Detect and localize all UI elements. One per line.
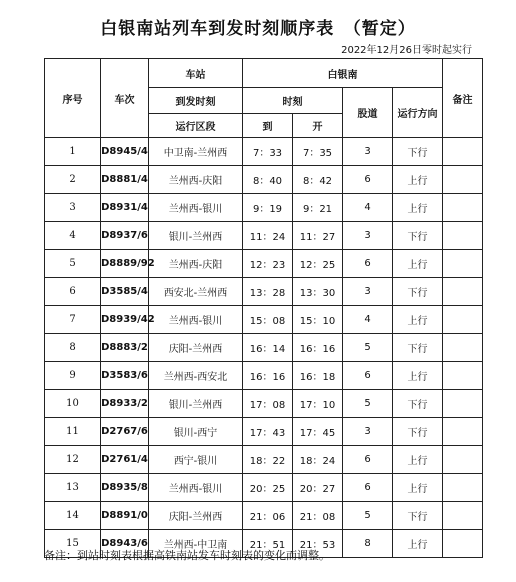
- direction-cell: 下行: [393, 222, 443, 250]
- remark-cell: [443, 474, 483, 502]
- depart-cell: 16：16: [293, 334, 343, 362]
- track-cell: 4: [343, 306, 393, 334]
- train-cell: D8945/4: [101, 138, 149, 166]
- train-cell: D8933/2: [101, 390, 149, 418]
- section-cell: 西宁-银川: [149, 446, 243, 474]
- depart-cell: 16：18: [293, 362, 343, 390]
- header-section: 运行区段: [149, 114, 243, 138]
- depart-cell: 13：30: [293, 278, 343, 306]
- remark-cell: [443, 306, 483, 334]
- table-row: [45, 166, 483, 194]
- train-cell: D2767/6: [101, 418, 149, 446]
- track-cell: 6: [343, 166, 393, 194]
- remark-cell: [443, 362, 483, 390]
- arrive-cell: 15：08: [243, 306, 293, 334]
- table-row: [45, 502, 483, 530]
- remark-cell: [443, 138, 483, 166]
- direction-cell: 上行: [393, 166, 443, 194]
- track-cell: 6: [343, 250, 393, 278]
- table-row: [45, 250, 483, 278]
- train-cell: D8937/6: [101, 222, 149, 250]
- section-cell: 庆阳-兰州西: [149, 502, 243, 530]
- table-row: [45, 306, 483, 334]
- arrive-cell: 16：16: [243, 362, 293, 390]
- track-cell: 3: [343, 222, 393, 250]
- arrive-cell: 17：43: [243, 418, 293, 446]
- arrive-cell: 21：06: [243, 502, 293, 530]
- effective-date: 2022年12月26日零时起实行: [341, 45, 472, 56]
- train-cell: D8943/6: [101, 530, 149, 558]
- header-seq: 序号: [45, 59, 101, 138]
- seq-cell: 12: [45, 446, 101, 474]
- table-row: [45, 446, 483, 474]
- remark-cell: [443, 530, 483, 558]
- direction-cell: 上行: [393, 306, 443, 334]
- header-track: 股道: [343, 88, 393, 138]
- depart-cell: 20：27: [293, 474, 343, 502]
- track-cell: 3: [343, 278, 393, 306]
- direction-cell: 上行: [393, 250, 443, 278]
- direction-cell: 下行: [393, 278, 443, 306]
- seq-cell: 8: [45, 334, 101, 362]
- direction-cell: 下行: [393, 334, 443, 362]
- remark-cell: [443, 222, 483, 250]
- header-station-label: 车站: [149, 59, 243, 88]
- header-station-name: 白银南: [243, 59, 443, 88]
- remark-cell: [443, 334, 483, 362]
- track-cell: 5: [343, 390, 393, 418]
- section-cell: 兰州西-西安北: [149, 362, 243, 390]
- section-cell: 兰州西-银川: [149, 474, 243, 502]
- depart-cell: 17：45: [293, 418, 343, 446]
- header-depart: 开: [293, 114, 343, 138]
- train-cell: D8889/92: [101, 250, 149, 278]
- seq-cell: 7: [45, 306, 101, 334]
- depart-cell: 15：10: [293, 306, 343, 334]
- depart-cell: 12：25: [293, 250, 343, 278]
- table-row: [45, 474, 483, 502]
- header-row-1: [45, 59, 483, 88]
- direction-cell: 上行: [393, 194, 443, 222]
- track-cell: 6: [343, 446, 393, 474]
- direction-cell: 上行: [393, 474, 443, 502]
- train-cell: D8935/8: [101, 474, 149, 502]
- header-arr-dep: 到发时刻: [149, 88, 243, 114]
- table-row: [45, 138, 483, 166]
- header-train: 车次: [101, 59, 149, 138]
- table-row: [45, 390, 483, 418]
- train-cell: D8931/4: [101, 194, 149, 222]
- track-cell: 5: [343, 502, 393, 530]
- remark-cell: [443, 278, 483, 306]
- train-cell: D8883/2: [101, 334, 149, 362]
- depart-cell: 21：53: [293, 530, 343, 558]
- page-title: 白银南站列车到发时刻顺序表 （暂定）: [100, 19, 416, 39]
- arrive-cell: 18：22: [243, 446, 293, 474]
- track-cell: 3: [343, 418, 393, 446]
- train-cell: D8881/4: [101, 166, 149, 194]
- header-time: 时刻: [243, 88, 343, 114]
- depart-cell: 17：10: [293, 390, 343, 418]
- seq-cell: 14: [45, 502, 101, 530]
- train-cell: D2761/4: [101, 446, 149, 474]
- section-cell: 西安北-兰州西: [149, 278, 243, 306]
- arrive-cell: 7：33: [243, 138, 293, 166]
- seq-cell: 3: [45, 194, 101, 222]
- train-cell: D8891/0: [101, 502, 149, 530]
- seq-cell: 4: [45, 222, 101, 250]
- track-cell: 8: [343, 530, 393, 558]
- header-remark: 备注: [443, 59, 483, 138]
- seq-cell: 1: [45, 138, 101, 166]
- depart-cell: 7：35: [293, 138, 343, 166]
- header-direction: 运行方向: [393, 88, 443, 138]
- arrive-cell: 21：51: [243, 530, 293, 558]
- footnote-remark: 备注：到站时刻表根据高铁南站发车时刻表的变化而调整。: [44, 549, 330, 562]
- section-cell: 银川-兰州西: [149, 222, 243, 250]
- direction-cell: 上行: [393, 446, 443, 474]
- track-cell: 5: [343, 334, 393, 362]
- train-cell: D3583/6: [101, 362, 149, 390]
- section-cell: 中卫南-兰州西: [149, 138, 243, 166]
- remark-cell: [443, 250, 483, 278]
- remark-cell: [443, 418, 483, 446]
- arrive-cell: 20：25: [243, 474, 293, 502]
- section-cell: 银川-西宁: [149, 418, 243, 446]
- remark-cell: [443, 194, 483, 222]
- direction-cell: 下行: [393, 390, 443, 418]
- depart-cell: 11：27: [293, 222, 343, 250]
- seq-cell: 5: [45, 250, 101, 278]
- depart-cell: 18：24: [293, 446, 343, 474]
- section-cell: 庆阳-兰州西: [149, 334, 243, 362]
- table-row: [45, 362, 483, 390]
- table-row: [45, 222, 483, 250]
- depart-cell: 21：08: [293, 502, 343, 530]
- section-cell: 兰州西-银川: [149, 306, 243, 334]
- arrive-cell: 17：08: [243, 390, 293, 418]
- track-cell: 3: [343, 138, 393, 166]
- seq-cell: 2: [45, 166, 101, 194]
- section-cell: 兰州西-庆阳: [149, 166, 243, 194]
- section-cell: 兰州西-中卫南: [149, 530, 243, 558]
- track-cell: 6: [343, 362, 393, 390]
- seq-cell: 13: [45, 474, 101, 502]
- seq-cell: 6: [45, 278, 101, 306]
- table-row: [45, 194, 483, 222]
- table-row: [45, 418, 483, 446]
- depart-cell: 8：42: [293, 166, 343, 194]
- direction-cell: 下行: [393, 502, 443, 530]
- seq-cell: 9: [45, 362, 101, 390]
- arrive-cell: 9：19: [243, 194, 293, 222]
- arrive-cell: 13：28: [243, 278, 293, 306]
- section-cell: 银川-兰州西: [149, 390, 243, 418]
- remark-cell: [443, 446, 483, 474]
- train-cell: D3585/4: [101, 278, 149, 306]
- arrive-cell: 11：24: [243, 222, 293, 250]
- seq-cell: 15: [45, 530, 101, 558]
- track-cell: 4: [343, 194, 393, 222]
- table-row: [45, 334, 483, 362]
- arrive-cell: 8：40: [243, 166, 293, 194]
- remark-cell: [443, 166, 483, 194]
- direction-cell: 上行: [393, 362, 443, 390]
- direction-cell: 下行: [393, 418, 443, 446]
- arrive-cell: 16：14: [243, 334, 293, 362]
- table-row: [45, 278, 483, 306]
- schedule-table: [44, 58, 483, 558]
- seq-cell: 11: [45, 418, 101, 446]
- section-cell: 兰州西-庆阳: [149, 250, 243, 278]
- track-cell: 6: [343, 474, 393, 502]
- direction-cell: 下行: [393, 138, 443, 166]
- header-arrive: 到: [243, 114, 293, 138]
- arrive-cell: 12：23: [243, 250, 293, 278]
- section-cell: 兰州西-银川: [149, 194, 243, 222]
- remark-cell: [443, 502, 483, 530]
- train-cell: D8939/42: [101, 306, 149, 334]
- remark-cell: [443, 390, 483, 418]
- direction-cell: 上行: [393, 530, 443, 558]
- depart-cell: 9：21: [293, 194, 343, 222]
- seq-cell: 10: [45, 390, 101, 418]
